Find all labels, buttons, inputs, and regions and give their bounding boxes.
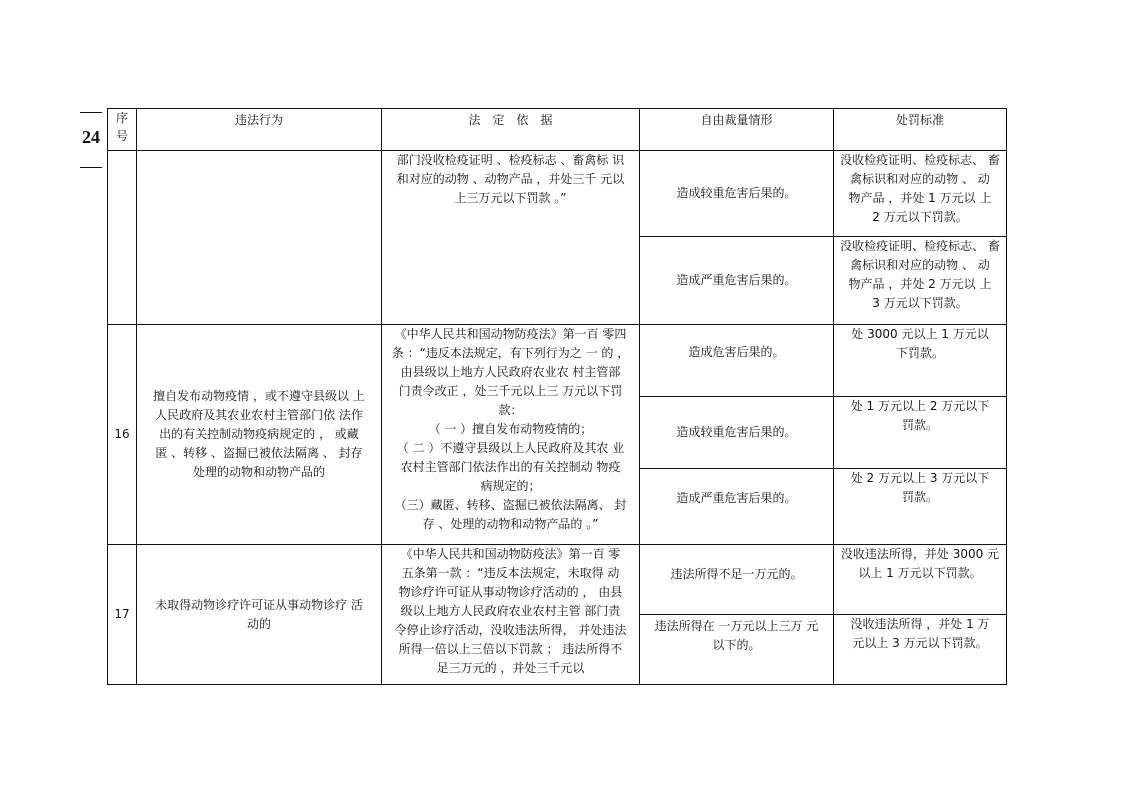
- circumstance-cell: 造成严重危害后果的。: [640, 237, 834, 325]
- penalty-line: 没收检疫证明、检疫标志、 畜: [840, 153, 1000, 167]
- table-row: [108, 151, 1007, 237]
- basis-line: 物诊疗许可证从事动物诊疗活动的 ， 由县: [398, 585, 623, 599]
- basis-line: 上三万元以下罚款 。”: [454, 191, 567, 205]
- seq-cell: [108, 151, 137, 325]
- circumstance-cell: 造成危害后果的。: [640, 325, 834, 397]
- penalty-cell: [834, 237, 1007, 325]
- basis-line: 《中华人民共和国动物防疫法》第一百 零四: [394, 327, 627, 341]
- penalty-line: 罚款。: [901, 490, 938, 504]
- basis-line: 农村主管部门依法作出的有关控制动 物疫: [400, 460, 621, 474]
- circumstance-line: 违法所得在 一万元以上三万 元: [654, 619, 819, 633]
- penalty-table: [107, 108, 1007, 685]
- seq-cell: 16: [108, 325, 137, 545]
- penalty-cell: [834, 151, 1007, 237]
- basis-cell: [382, 545, 640, 685]
- basis-line: 病规定的；: [480, 479, 541, 493]
- penalty-line: 处 2 万元以上 3 万元以下: [850, 471, 990, 485]
- header-circumstance: 自由裁量情形: [640, 109, 834, 151]
- basis-line: 《中华人民共和国动物防疫法》第一百 零: [400, 547, 621, 561]
- header-basis: 法 定 依 据: [382, 109, 640, 151]
- bottom-rule: [80, 167, 102, 168]
- basis-line: 所得一倍以上三倍以下罚款 ； 违法所得不: [398, 642, 623, 656]
- violation-line: 未取得动物诊疗许可证从事动物诊疗 活: [155, 597, 363, 612]
- penalty-line: 没收违法所得，并处 3000 元: [840, 547, 1000, 561]
- basis-line: 条 ：“违反本法规定，有下列行为之 一 的 ，: [391, 346, 630, 360]
- page-number-block: [78, 112, 104, 168]
- header-penalty: 处罚标准: [834, 109, 1007, 151]
- basis-line: 五条第一款 ：“违反本法规定，未取得 动: [401, 566, 620, 580]
- seq-cell: 17: [108, 545, 137, 685]
- penalty-line: 下罚款。: [895, 346, 944, 360]
- penalty-line: 物产品 ，并处 1 万元以 上: [848, 191, 992, 205]
- top-rule: [80, 112, 102, 113]
- basis-line: 部门没收检疫证明 、检疫标志 、畜禽标 识: [396, 153, 625, 167]
- page-number: 24: [82, 127, 100, 147]
- basis-line: （ 二 ）不遵守县级以上人民政府及其农 业: [396, 441, 625, 455]
- penalty-line: 罚款。: [901, 418, 938, 432]
- basis-line: 门责令改正 ，处三千元以上三 万元以下罚: [398, 384, 623, 398]
- penalty-line: 3 万元以下罚款。: [872, 296, 968, 310]
- table-row: [108, 325, 1007, 397]
- circumstance-cell: 造成较重危害后果的。: [640, 397, 834, 469]
- basis-cell: [382, 325, 640, 545]
- penalty-cell: [834, 397, 1007, 469]
- penalty-line: 以上 1 万元以下罚款。: [858, 566, 982, 580]
- basis-line: 存 、处理的动物和动物产品的 。”: [422, 517, 599, 531]
- basis-line: 级以上地方人民政府农业农村主管 部门责: [400, 604, 621, 618]
- basis-line: 款：: [498, 403, 523, 417]
- basis-line: 由县级以上地方人民政府农业农 村主管部: [400, 365, 621, 379]
- basis-line: 和对应的动物 、动物产品 ，并处三千 元以: [396, 172, 625, 186]
- penalty-cell: [834, 545, 1007, 615]
- header-violation: 违法行为: [137, 109, 382, 151]
- table-row: [108, 545, 1007, 615]
- violation-line: 擅自发布动物疫情 ，或不遵守县级以 上: [153, 389, 365, 403]
- circumstance-cell: [640, 545, 834, 615]
- violation-line: 出的有关控制动物疫病规定的 ， 或藏: [159, 427, 359, 441]
- penalty-cell: [834, 615, 1007, 685]
- penalty-line: 没收违法所得 ，并处 1 万: [850, 617, 990, 631]
- violation-line: 匿 、转移 、盗掘已被依法隔离 、 封存: [155, 446, 363, 460]
- header-row: [108, 109, 1007, 151]
- penalty-cell: [834, 469, 1007, 545]
- penalty-line: 物产品 ，并处 2 万元以 上: [848, 277, 992, 291]
- penalty-line: 没收检疫证明、检疫标志、 畜: [840, 239, 1000, 253]
- penalty-line: 处 1 万元以上 2 万元以下: [850, 399, 990, 413]
- penalty-line: 元以上 3 万元以下罚款。: [852, 636, 988, 650]
- penalty-line: 处 3000 元以上 1 万元以: [851, 327, 989, 341]
- basis-line: （三）藏匿、转移、盗掘已被依法隔离、 封: [394, 498, 627, 512]
- circumstance-cell: 造成严重危害后果的。: [640, 469, 834, 545]
- circumstance-line: 以下的。: [712, 638, 761, 652]
- violation-cell: [137, 545, 382, 685]
- violation-cell: [137, 325, 382, 545]
- circumstance-cell: [640, 615, 834, 685]
- penalty-line: 2 万元以下罚款。: [872, 210, 968, 224]
- penalty-cell: [834, 325, 1007, 397]
- basis-line: 令停止诊疗活动，没收违法所得， 并处违法: [394, 623, 627, 637]
- circumstance-cell: 造成较重危害后果的。: [640, 151, 834, 237]
- header-seq: 序号: [108, 109, 137, 151]
- violation-line: 动的: [246, 616, 271, 631]
- basis-cell: [382, 151, 640, 325]
- violation-cell: [137, 151, 382, 325]
- violation-line: 处理的动物和动物产品的: [192, 465, 325, 479]
- circumstance-line: 违法所得不足一万元的。: [670, 567, 803, 581]
- violation-line: 人民政府及其农业农村主管部门依 法作: [155, 408, 363, 422]
- basis-line: （ 一 ）擅自发布动物疫情的；: [428, 422, 593, 436]
- penalty-line: 禽标识和对应的动物 、 动: [850, 172, 990, 186]
- basis-line: 足三万元的 ，并处三千元以: [436, 661, 585, 675]
- penalty-line: 禽标识和对应的动物 、 动: [850, 258, 990, 272]
